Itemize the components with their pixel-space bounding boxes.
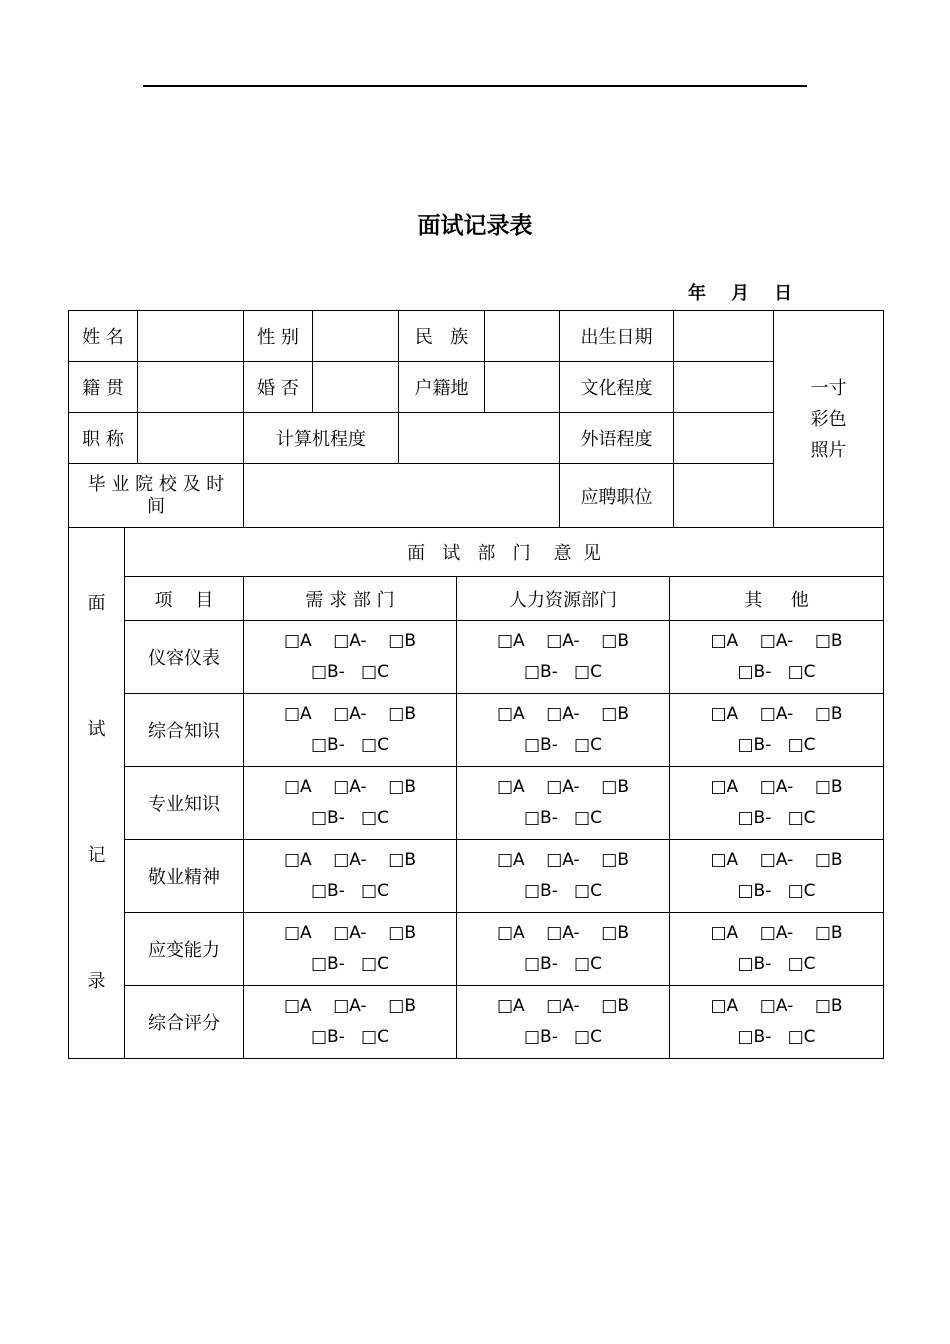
foreign-lang-field[interactable] xyxy=(674,413,774,464)
education-label: 文化程度 xyxy=(560,362,674,413)
grade-line-1[interactable]: □A □A- □B xyxy=(710,850,843,870)
grade-options-hr[interactable] xyxy=(457,767,670,840)
grade-line-2[interactable]: □B- □C xyxy=(523,735,602,755)
grade-line-2[interactable]: □B- □C xyxy=(523,954,602,974)
marital-label: 婚 否 xyxy=(244,362,313,413)
school-label: 毕 业 院 校 及 时 间 xyxy=(69,464,244,528)
table-row xyxy=(69,913,884,986)
grade-line-2[interactable]: □B- □C xyxy=(310,808,389,828)
school-field[interactable] xyxy=(244,464,560,528)
date-line: 年 月 日 xyxy=(688,283,793,304)
header-rule xyxy=(143,85,807,87)
col-item-header: 项 目 xyxy=(125,577,244,621)
basic-info-table xyxy=(68,310,884,528)
title-label: 职 称 xyxy=(69,413,138,464)
grade-options-hr[interactable] xyxy=(457,913,670,986)
birthdate-field[interactable] xyxy=(674,311,774,362)
col-demand-header: 需 求 部 门 xyxy=(244,577,457,621)
grade-options-demand[interactable] xyxy=(244,840,457,913)
grade-options-demand[interactable] xyxy=(244,621,457,694)
page-title: 面试记录表 xyxy=(417,213,533,239)
grade-options-other[interactable] xyxy=(670,694,884,767)
native-place-label: 籍 贯 xyxy=(69,362,138,413)
side-char-4: 录 xyxy=(87,971,106,992)
name-label: 姓 名 xyxy=(69,311,138,362)
table-row xyxy=(69,767,884,840)
grade-options-hr[interactable] xyxy=(457,621,670,694)
grade-options-hr[interactable] xyxy=(457,986,670,1059)
computer-field[interactable] xyxy=(399,413,560,464)
grade-line-1[interactable]: □A □A- □B xyxy=(710,996,843,1016)
grade-line-2[interactable]: □B- □C xyxy=(737,662,816,682)
position-label: 应聘职位 xyxy=(560,464,674,528)
grade-line-1[interactable]: □A □A- □B xyxy=(283,704,417,724)
grade-line-2[interactable]: □B- □C xyxy=(523,808,602,828)
ethnicity-field[interactable] xyxy=(485,311,560,362)
col-hr-header: 人力资源部门 xyxy=(457,577,670,621)
gender-label: 性 别 xyxy=(244,311,313,362)
grade-line-2[interactable]: □B- □C xyxy=(523,1027,602,1047)
row-label: 专业知识 xyxy=(125,767,244,840)
table-row xyxy=(69,986,884,1059)
grade-line-2[interactable]: □B- □C xyxy=(523,662,602,682)
position-field[interactable] xyxy=(674,464,774,528)
name-field[interactable] xyxy=(138,311,244,362)
interview-form xyxy=(68,310,883,1059)
grade-line-1[interactable]: □A □A- □B xyxy=(496,704,630,724)
table-row xyxy=(69,694,884,767)
photo-text-2: 彩色 xyxy=(810,408,847,430)
grade-line-1[interactable]: □A □A- □B xyxy=(710,631,843,651)
grade-line-2[interactable]: □B- □C xyxy=(737,881,816,901)
gender-field[interactable] xyxy=(313,311,399,362)
grade-options-demand[interactable] xyxy=(244,913,457,986)
row-label: 应变能力 xyxy=(125,913,244,986)
grade-options-other[interactable] xyxy=(670,986,884,1059)
education-field[interactable] xyxy=(674,362,774,413)
grade-options-other[interactable] xyxy=(670,767,884,840)
table-row xyxy=(69,621,884,694)
grade-line-2[interactable]: □B- □C xyxy=(737,954,816,974)
grade-line-2[interactable]: □B- □C xyxy=(737,1027,816,1047)
ethnicity-label: 民 族 xyxy=(399,311,485,362)
interview-table xyxy=(68,527,884,1059)
row-label: 敬业精神 xyxy=(125,840,244,913)
section-header: 面 试 部 门 意 见 xyxy=(125,528,884,577)
computer-label: 计算机程度 xyxy=(244,413,399,464)
grade-options-demand[interactable] xyxy=(244,694,457,767)
grade-line-2[interactable]: □B- □C xyxy=(737,735,816,755)
grade-line-2[interactable]: □B- □C xyxy=(310,881,389,901)
grade-options-other[interactable] xyxy=(670,840,884,913)
grade-line-1[interactable]: □A □A- □B xyxy=(710,704,843,724)
grade-options-other[interactable] xyxy=(670,621,884,694)
title-field[interactable] xyxy=(138,413,244,464)
grade-line-1[interactable]: □A □A- □B xyxy=(283,777,417,797)
birthdate-label: 出生日期 xyxy=(560,311,674,362)
grade-line-2[interactable]: □B- □C xyxy=(737,808,816,828)
grade-options-demand[interactable] xyxy=(244,767,457,840)
grade-options-demand[interactable] xyxy=(244,986,457,1059)
grade-line-1[interactable]: □A □A- □B xyxy=(496,777,630,797)
col-other-header: 其 他 xyxy=(670,577,884,621)
photo-text-3: 照片 xyxy=(810,439,847,461)
grade-line-2[interactable]: □B- □C xyxy=(310,735,389,755)
grade-options-hr[interactable] xyxy=(457,694,670,767)
side-char-2: 试 xyxy=(87,719,106,740)
grade-line-1[interactable]: □A □A- □B xyxy=(496,850,630,870)
row-label: 综合知识 xyxy=(125,694,244,767)
interview-side-label xyxy=(69,528,125,1059)
grade-line-1[interactable]: □A □A- □B xyxy=(283,631,417,651)
photo-box xyxy=(774,311,884,528)
grade-line-2[interactable]: □B- □C xyxy=(523,881,602,901)
row-label: 仪容仪表 xyxy=(125,621,244,694)
grade-line-1[interactable]: □A □A- □B xyxy=(496,631,630,651)
grade-line-1[interactable]: □A □A- □B xyxy=(496,996,630,1016)
grade-line-1[interactable]: □A □A- □B xyxy=(710,777,843,797)
marital-field[interactable] xyxy=(313,362,399,413)
grade-options-other[interactable] xyxy=(670,913,884,986)
side-char-3: 记 xyxy=(87,845,106,866)
table-row xyxy=(69,840,884,913)
household-label: 户籍地 xyxy=(399,362,485,413)
grade-line-1[interactable]: □A □A- □B xyxy=(283,923,417,943)
photo-text-1: 一寸 xyxy=(810,377,847,399)
foreign-lang-label: 外语程度 xyxy=(560,413,674,464)
grade-line-2[interactable]: □B- □C xyxy=(310,662,389,682)
grade-line-1[interactable]: □A □A- □B xyxy=(710,923,843,943)
grade-line-2[interactable]: □B- □C xyxy=(310,954,389,974)
grade-line-1[interactable]: □A □A- □B xyxy=(496,923,630,943)
side-char-1: 面 xyxy=(87,593,106,614)
grade-line-1[interactable]: □A □A- □B xyxy=(283,996,417,1016)
native-place-field[interactable] xyxy=(138,362,244,413)
grade-line-1[interactable]: □A □A- □B xyxy=(283,850,417,870)
grade-line-2[interactable]: □B- □C xyxy=(310,1027,389,1047)
household-field[interactable] xyxy=(485,362,560,413)
row-label: 综合评分 xyxy=(125,986,244,1059)
grade-options-hr[interactable] xyxy=(457,840,670,913)
